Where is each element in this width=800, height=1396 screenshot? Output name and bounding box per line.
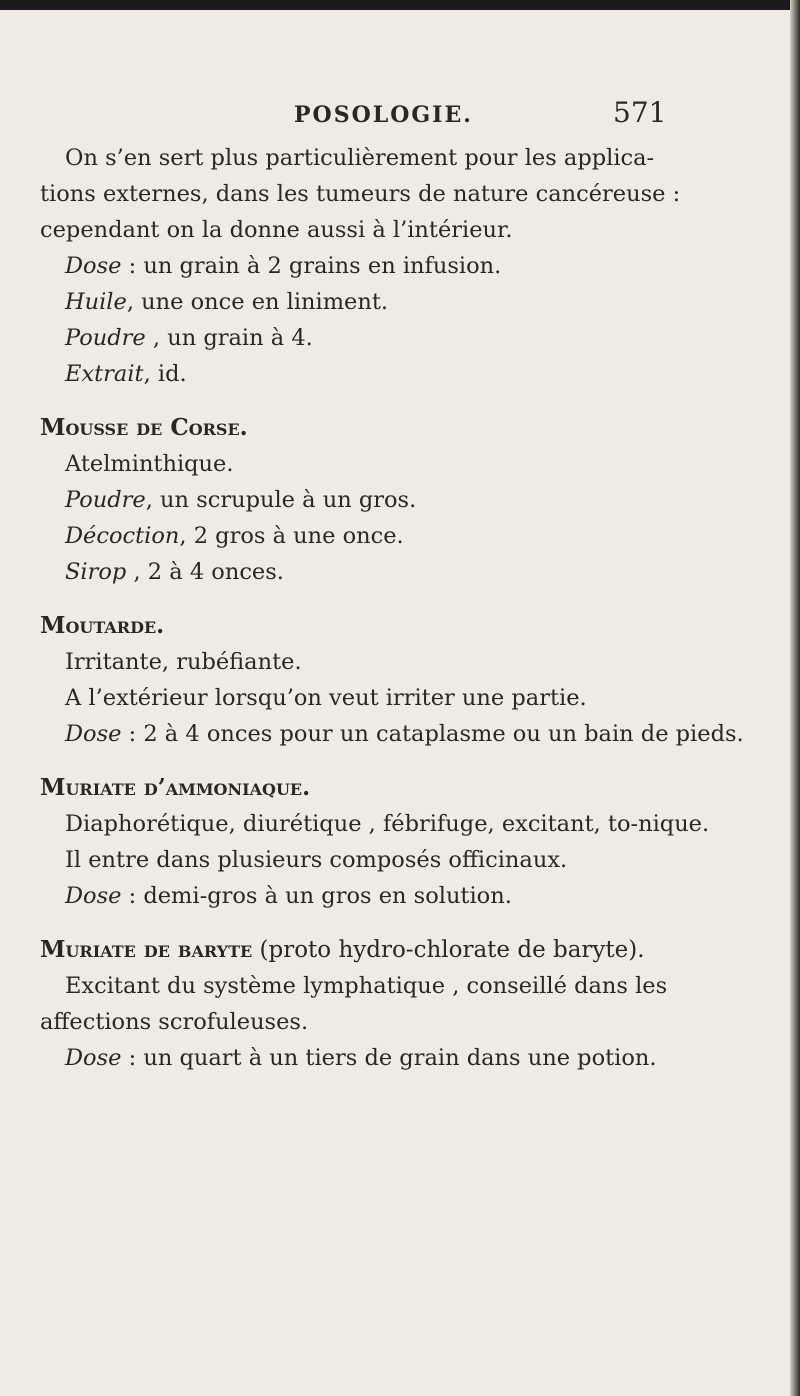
intro-line-1: On s’en sert plus particulièrement pour les applica- xyxy=(65,145,655,171)
mousse-sirop-line xyxy=(40,554,770,590)
huile-text: , une once en liniment. xyxy=(126,289,389,315)
mousse-poudre-line xyxy=(40,482,770,518)
dose-label: Dose xyxy=(65,253,122,279)
baryte-heading-suffix: (proto hydro-chlorate de baryte). xyxy=(252,937,645,963)
ammoniaque-usage: Il entre dans plusieurs composés officinaux. xyxy=(65,847,568,873)
intro-line-3: cependant on la donne aussi à l’intérieur. xyxy=(40,217,513,243)
page-body xyxy=(40,140,770,1076)
mousse-sirop-label: Sirop xyxy=(65,559,127,585)
dose-line xyxy=(40,248,770,284)
poudre-text: , un grain à 4. xyxy=(145,325,313,351)
heading-mousse-de-corse: Mousse de Corse. xyxy=(40,414,248,441)
mousse-poudre-label: Poudre xyxy=(65,487,146,513)
poudre-label: Poudre xyxy=(65,325,146,351)
page-header xyxy=(40,96,770,136)
moutarde-property: Irritante, rubéfiante. xyxy=(65,649,302,675)
huile-line xyxy=(40,284,770,320)
dose-text: : un grain à 2 grains en infusion. xyxy=(121,253,502,279)
heading-muriate-ammoniaque: Muriate d’ammoniaque. xyxy=(40,774,311,801)
mousse-decoction-line xyxy=(40,518,770,554)
running-title: POSOLOGIE. xyxy=(294,102,473,128)
ammoniaque-dose-label: Dose xyxy=(65,883,122,909)
intro-line-2: tions externes, dans les tumeurs de nature cancéreuse : xyxy=(40,181,681,207)
mousse-sirop-text: , 2 à 4 onces. xyxy=(126,559,284,585)
heading-moutarde: Moutarde. xyxy=(40,612,165,639)
baryte-property: Excitant du système lymphatique , conseillé dans les affections scrofuleuses. xyxy=(40,973,668,1035)
huile-label: Huile xyxy=(65,289,127,315)
moutarde-dose-label: Dose xyxy=(65,721,122,747)
moutarde-usage: A l’extérieur lorsqu’on veut irriter une partie. xyxy=(65,685,587,711)
heading-muriate-baryte xyxy=(40,932,770,968)
extrait-line xyxy=(40,356,770,392)
page-number: 571 xyxy=(613,96,667,129)
poudre-line xyxy=(40,320,770,356)
top-dark-edge xyxy=(0,0,800,10)
ammoniaque-dose-line xyxy=(40,878,770,914)
right-page-edge xyxy=(790,0,800,1396)
ammoniaque-dose-text: : demi-gros à un gros en solution. xyxy=(121,883,512,909)
extrait-text: , id. xyxy=(143,361,187,387)
baryte-dose-text: : un quart à un tiers de grain dans une potion. xyxy=(121,1045,657,1071)
baryte-dose-line xyxy=(40,1040,770,1076)
mousse-decoction-text: , 2 gros à une once. xyxy=(179,523,404,549)
extrait-label: Extrait xyxy=(65,361,144,387)
mousse-property: Atelminthique. xyxy=(65,451,234,477)
moutarde-dose-text: : 2 à 4 onces pour un cataplasme ou un bain de pieds. xyxy=(121,721,744,747)
baryte-heading-title: Muriate de baryte xyxy=(40,936,253,963)
moutarde-dose-line xyxy=(40,716,770,752)
baryte-dose-label: Dose xyxy=(65,1045,122,1071)
ammoniaque-property: Diaphorétique, diurétique , fébrifuge, excitant, to-nique. xyxy=(65,811,710,837)
mousse-poudre-text: , un scrupule à un gros. xyxy=(145,487,417,513)
mousse-decoction-label: Décoction xyxy=(65,523,180,549)
